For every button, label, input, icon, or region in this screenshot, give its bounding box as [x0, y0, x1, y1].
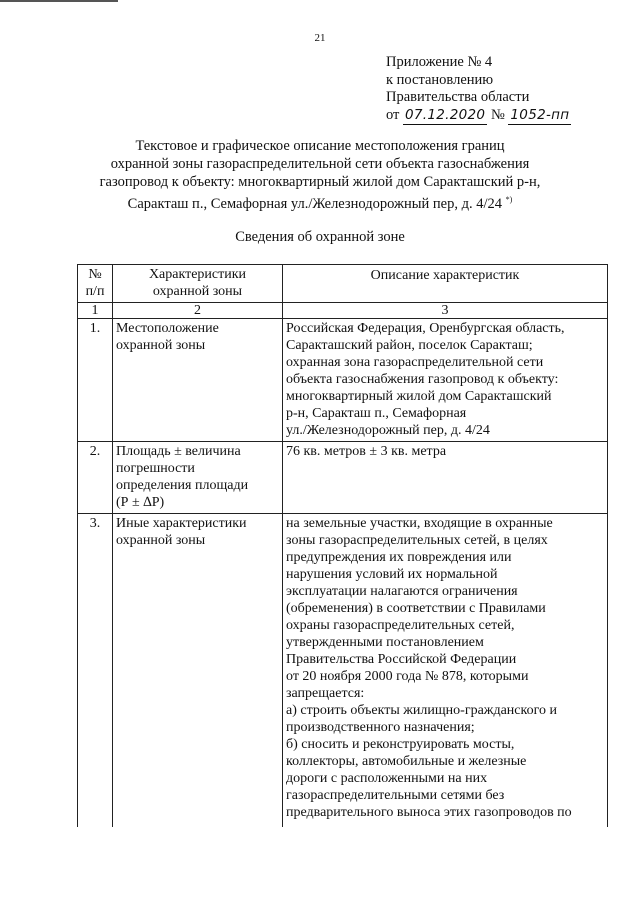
row-description: [283, 319, 608, 442]
text-line: дороги с расположенными на них: [286, 771, 488, 786]
header-char-line-1: Характеристики: [148, 267, 247, 282]
title-line-2: охранной зоны газораспределительной сети объекта газоснабжения: [110, 156, 530, 172]
appendix-line-1: Приложение № 4: [386, 54, 493, 70]
text-line: Российская Федерация, Оренбургская область,: [286, 321, 565, 336]
header-characteristic: [113, 265, 283, 303]
header-description: Описание характеристик: [283, 265, 608, 303]
column-number-row: [78, 303, 608, 319]
page-number: 21: [314, 32, 326, 44]
text-line: охранная зона газораспределительной сети: [286, 355, 544, 370]
text-line: Правительства Российской Федерации: [286, 652, 517, 667]
row-description: [283, 514, 608, 828]
text-line: ул./Железнодорожный пер, д. 4/24: [286, 423, 490, 438]
document-title: [0, 137, 640, 213]
table-row: [78, 514, 608, 828]
appendix-date: 07.12.2020: [403, 107, 487, 126]
title-line-3: газопровод к объекту: многоквартирный жилой дом Саракташский р-н,: [99, 174, 541, 190]
appendix-line-3: Правительства области: [386, 89, 530, 105]
text-line: от 20 ноября 2000 года № 878, которыми: [286, 669, 529, 684]
text-line: нарушения условий их нормальной: [286, 567, 498, 582]
column-number: 2: [113, 303, 283, 319]
appendix-number-label: №: [490, 106, 505, 123]
row-characteristic: [113, 319, 283, 442]
appendix-line-2: к постановлению: [386, 71, 494, 88]
text-line: на земельные участки, входящие в охранные: [286, 516, 553, 531]
text-line: эксплуатации налагаются ограничения: [286, 584, 518, 599]
top-edge-line: [0, 0, 118, 2]
row-characteristic: [113, 442, 283, 514]
text-line: производственного назначения;: [286, 720, 475, 735]
text-line: предварительного выноса этих газопроводов по: [286, 805, 572, 820]
appendix-number: 1052-пп: [508, 107, 571, 126]
text-line: запрещается:: [286, 686, 365, 701]
text-line: погрешности: [116, 461, 195, 476]
text-line: (обременения) в соответствии с Правилами: [286, 601, 546, 616]
text-line: многоквартирный жилой дом Саракташский: [286, 389, 552, 404]
text-line: 76 кв. метров ± 3 кв. метра: [286, 444, 447, 459]
title-line-4-text: Саракташ п., Семафорная ул./Железнодорожный пер, д. 4/24: [127, 195, 503, 212]
table-row: [78, 319, 608, 442]
section-title: Сведения об охранной зоне: [235, 229, 405, 245]
row-number: 3.: [78, 514, 113, 828]
row-description: [283, 442, 608, 514]
appendix-block: [386, 54, 571, 125]
table-header-row: [78, 265, 608, 303]
text-line: Местоположение: [116, 321, 219, 336]
text-line: охранной зоны: [116, 533, 206, 548]
row-number: 1.: [78, 319, 113, 442]
text-line: зоны газораспределительных сетей, в целях: [286, 533, 548, 548]
text-line: б) сносить и реконструировать мосты,: [286, 737, 515, 752]
title-footnote-mark: *): [505, 195, 513, 204]
text-line: Иные характеристики: [116, 516, 247, 531]
table-row: [78, 442, 608, 514]
header-num: [78, 265, 113, 303]
text-line: определения площади: [116, 478, 249, 493]
header-num-line-2: п/п: [85, 284, 105, 299]
column-number: 3: [283, 303, 608, 319]
row-number: 2.: [78, 442, 113, 514]
title-line-1: Текстовое и графическое описание местоположения границ: [135, 138, 505, 154]
text-line: коллекторы, автомобильные и железные: [286, 754, 527, 769]
text-line: утвержденными постановлением: [286, 635, 484, 650]
header-num-line-1: №: [88, 267, 102, 282]
text-line: охранной зоны: [116, 338, 206, 353]
header-char-line-2: охранной зоны: [152, 284, 243, 299]
appendix-from-label: от: [386, 106, 400, 123]
appendix-line-4: [386, 107, 571, 126]
text-line: Площадь ± величина: [116, 444, 241, 459]
text-line: объекта газоснабжения газопровод к объекту:: [286, 372, 559, 387]
column-number: 1: [78, 303, 113, 319]
text-line: р-н, Саракташ п., Семафорная: [286, 406, 467, 421]
text-line: Саракташский район, поселок Саракташ;: [286, 338, 533, 353]
text-line: охраны газораспределительных сетей,: [286, 618, 515, 633]
title-line-4: [0, 191, 640, 213]
row-characteristic: [113, 514, 283, 828]
text-line: газораспределительными сетями без: [286, 788, 505, 803]
text-line: (Р ± ∆Р): [116, 495, 165, 510]
text-line: предупреждения их повреждения или: [286, 550, 512, 565]
protection-zone-table: [77, 264, 608, 827]
text-line: а) строить объекты жилищно-гражданского и: [286, 703, 557, 718]
